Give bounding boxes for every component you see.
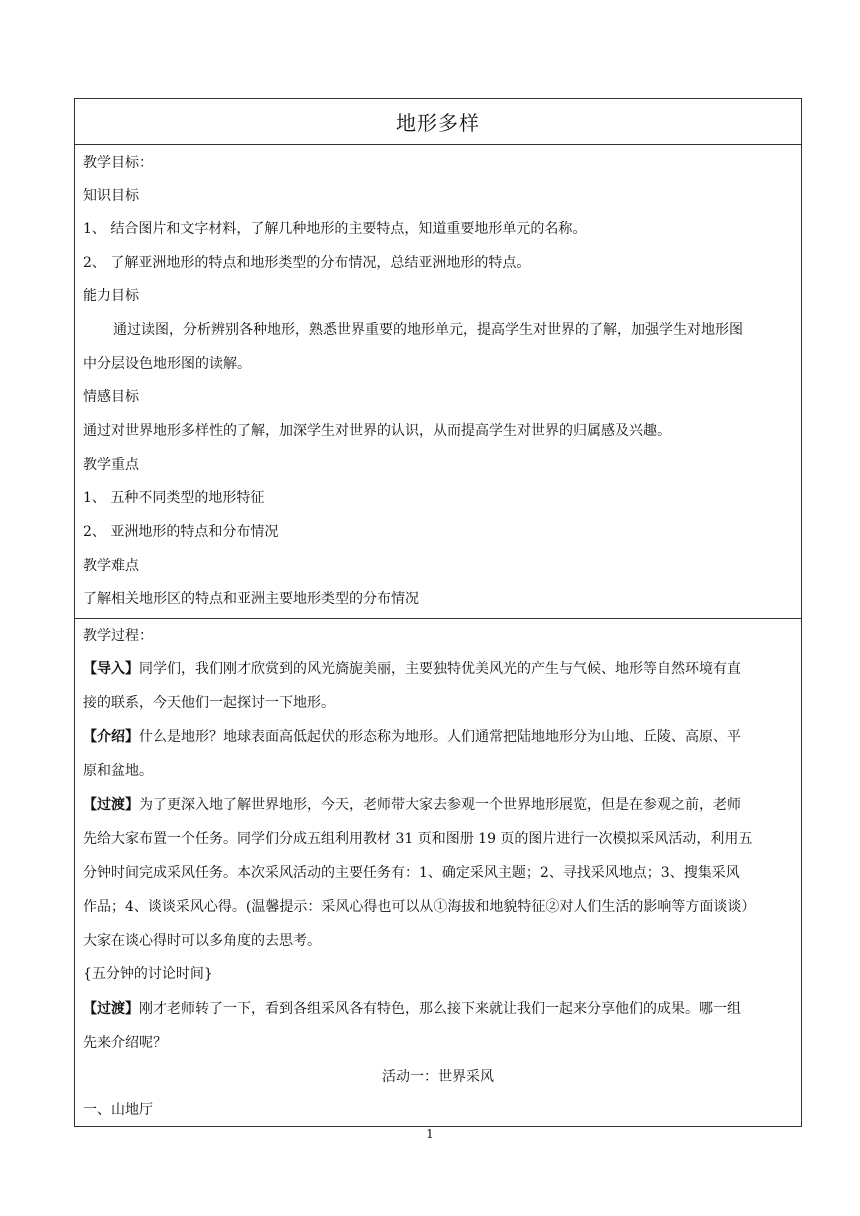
intro-tag: 【导入】 xyxy=(83,661,139,677)
define-line-2: 原和盆地。 xyxy=(83,763,153,779)
transition2-line-1 xyxy=(83,999,741,1019)
transition1-line-4: 作品；4、谈谈采风心得。(温馨提示：采风心得也可以从①海拔和地貌特征②对人们生活的影响等方面谈谈） xyxy=(83,899,756,915)
transition2-line-2: 先来介绍呢？ xyxy=(83,1035,167,1051)
transition1-tag: 【过渡】 xyxy=(83,797,139,813)
objectives-cell xyxy=(75,145,801,619)
difficulty-text: 了解相关地形区的特点和亚洲主要地形类型的分布情况 xyxy=(83,591,419,607)
transition1-line-3: 分钟时间完成采风任务。本次采风活动的主要任务有：1、确定采风主题；2、寻找采风地点；3、搜集采风 xyxy=(83,865,740,881)
activity-title: 活动一：世界采风 xyxy=(382,1069,494,1085)
emotion-text: 通过对世界地形多样性的了解，加深学生对世界的认识，从而提高学生对世界的归属感及兴趣。 xyxy=(83,423,671,439)
define-text: 什么是地形？地球表面高低起伏的形态称为地形。人们通常把陆地地形分为山地、丘陵、高原、平 xyxy=(139,729,741,745)
focus-heading: 教学重点 xyxy=(83,457,139,473)
process-cell xyxy=(75,619,801,1126)
objectives-heading: 教学目标： xyxy=(83,155,153,171)
hall-heading-1: 一、山地厅 xyxy=(83,1102,153,1118)
intro-line-2: 接的联系，今天他们一起探讨一下地形。 xyxy=(83,695,335,711)
transition1-line-1 xyxy=(83,795,741,815)
lesson-table xyxy=(74,98,802,1127)
emotion-heading: 情感目标 xyxy=(83,389,139,405)
transition2-tag: 【过渡】 xyxy=(83,1001,139,1017)
difficulty-heading: 教学难点 xyxy=(83,558,139,574)
transition1-line-2: 先给大家布置一个任务。同学们分成五组利用教材 31 页和图册 19 页的图片进行一次模拟采风活动，利用五 xyxy=(83,831,753,847)
knowledge-heading: 知识目标 xyxy=(83,188,139,204)
transition1-text: 为了更深入地了解世界地形，今天，老师带大家去参观一个世界地形展览，但是在参观之前，老师 xyxy=(139,797,741,813)
ability-text-line-1: 通过读图，分析辨别各种地形，熟悉世界重要的地形单元，提高学生对世界的了解，加强学生对地形图 xyxy=(113,322,743,338)
process-heading: 教学过程： xyxy=(83,628,153,644)
document-title: 地形多样 xyxy=(75,99,801,145)
transition2-text: 刚才老师转了一下，看到各组采风各有特色，那么接下来就让我们一起来分享他们的成果。哪一组 xyxy=(139,1001,741,1017)
define-tag: 【介绍】 xyxy=(83,729,139,745)
knowledge-item-1: 1、 结合图片和文字材料，了解几种地形的主要特点，知道重要地形单元的名称。 xyxy=(83,221,587,237)
focus-item-2: 2、 亚洲地形的特点和分布情况 xyxy=(83,524,279,540)
knowledge-item-2: 2、 了解亚洲地形的特点和地形类型的分布情况，总结亚洲地形的特点。 xyxy=(83,255,531,271)
focus-item-1: 1、 五种不同类型的地形特征 xyxy=(83,490,265,506)
ability-text-line-2: 中分层设色地形图的读解。 xyxy=(83,356,251,372)
intro-line-1 xyxy=(83,659,741,679)
discussion-note: {五分钟的讨论时间} xyxy=(83,966,213,982)
page-number: 1 xyxy=(426,1127,434,1141)
transition1-line-5: 大家在谈心得时可以多角度的去思考。 xyxy=(83,933,321,949)
ability-heading: 能力目标 xyxy=(83,288,139,304)
intro-text: 同学们，我们刚才欣赏到的风光旖旎美丽，主要独特优美风光的产生与气候、地形等自然环境有直 xyxy=(139,661,741,677)
define-line-1 xyxy=(83,727,741,747)
